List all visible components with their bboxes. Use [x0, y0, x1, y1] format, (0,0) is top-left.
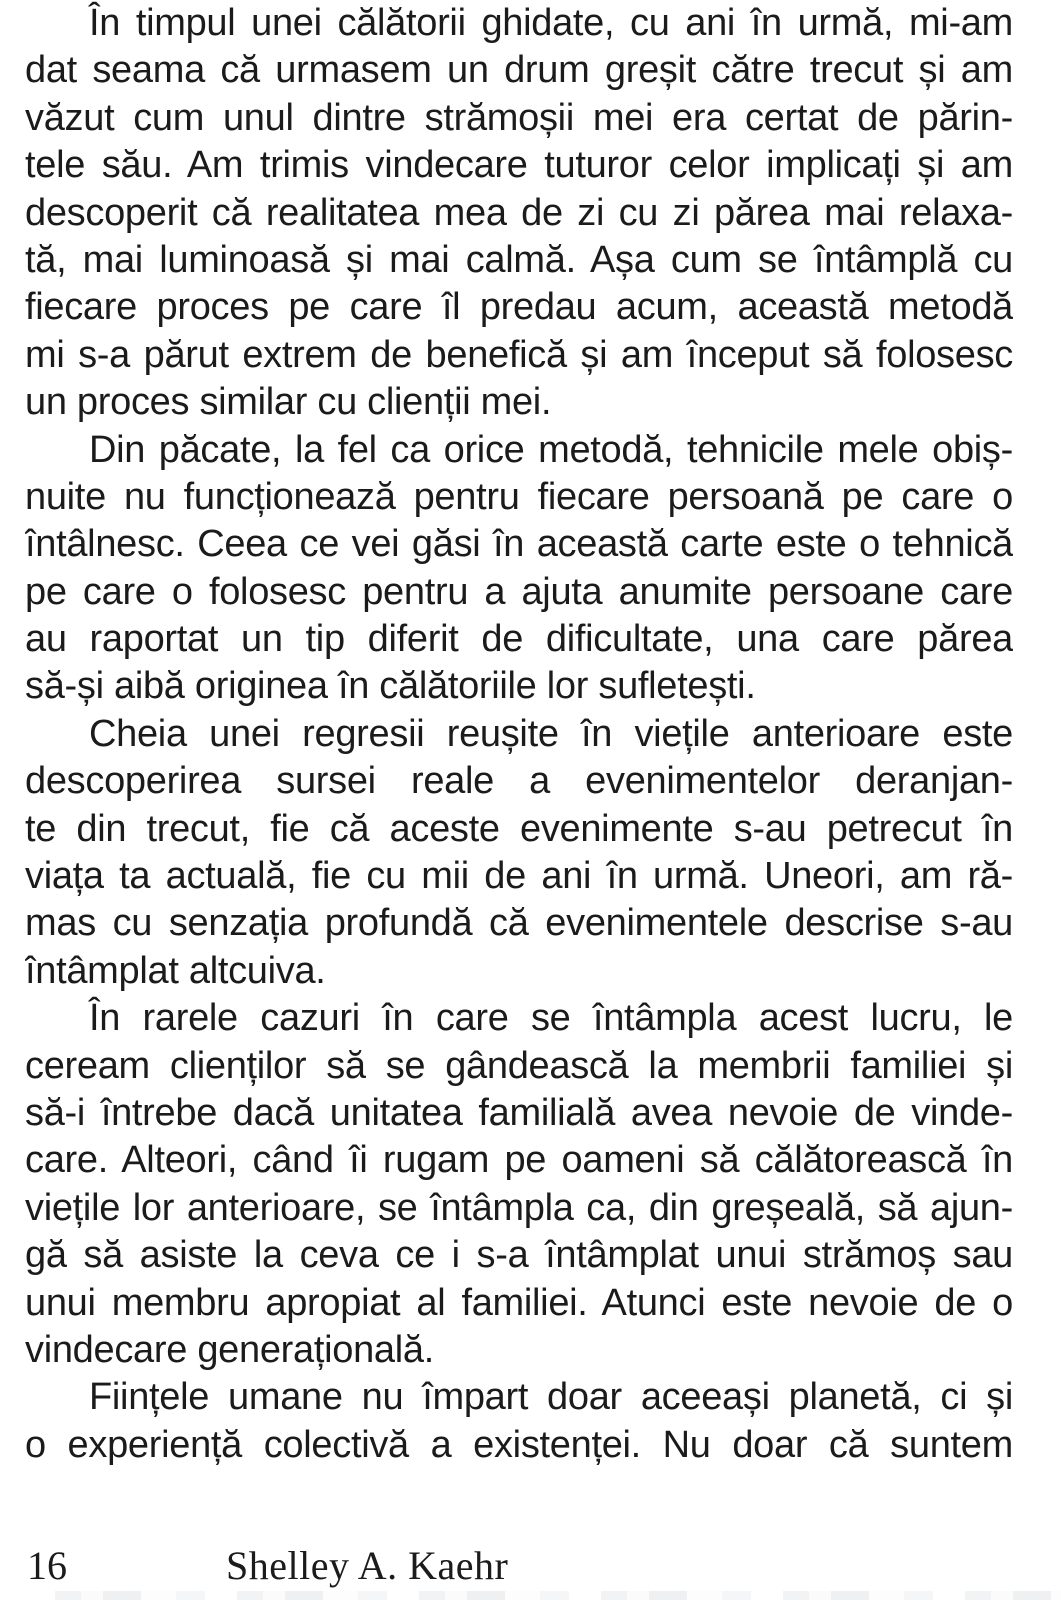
text-line: viețile lor anterioare, se întâmpla ca, din greșeală, să ajun-	[25, 1186, 1013, 1229]
text-line: În timpul unei călătorii ghidate, cu ani în urmă, mi-am	[89, 2, 1013, 44]
text-line: să-și aibă originea în călătoriile lor sufletești.	[25, 665, 756, 708]
text-line: dat seama că urmasem un drum greșit către trecut și am	[25, 49, 1013, 92]
text-line: o experiență colectivă a existenței. Nu doar că suntem	[25, 1423, 1013, 1466]
text-line: întâlnesc. Ceea ce vei găsi în această carte este o tehnică	[25, 523, 1013, 566]
text-line: nuite nu funcționează pentru fiecare persoană pe care o	[25, 475, 1013, 518]
text-line: descoperit că realitatea mea de zi cu zi părea mai relaxa-	[25, 191, 1013, 234]
text-line: viața ta actuală, fie cu mii de ani în urmă. Uneori, am ră-	[25, 855, 1013, 898]
text-line: Din păcate, la fel ca orice metodă, tehnicile mele obiș-	[89, 428, 1013, 471]
footer	[0, 1544, 1061, 1588]
running-title: Shelley A. Kaehr	[226, 1543, 509, 1588]
paragraph	[25, 0, 1013, 427]
text-line: tele său. Am trimis vindecare tuturor celor implicați și am	[25, 144, 1013, 187]
paragraph	[25, 1374, 1013, 1469]
text-line: mas cu senzația profundă că evenimentele descrise s-au	[25, 902, 1013, 945]
text-line: pe care o folosesc pentru a ajuta anumite persoane care	[25, 570, 1013, 613]
text-line: descoperirea sursei reale a evenimentelor deranjan-	[25, 760, 1013, 803]
page-edge-scan-artifact	[55, 1591, 1061, 1600]
text-line: ceream clienților să se gândească la membrii familiei și	[25, 1044, 1013, 1087]
text-line: un proces similar cu clienții mei.	[25, 381, 552, 424]
text-line: să-i întrebe dacă unitatea familială avea nevoie de vinde-	[25, 1091, 1013, 1134]
paragraph	[25, 711, 1013, 995]
paragraph	[25, 995, 1013, 1374]
text-line: fiecare proces pe care îl predau acum, această metodă	[25, 286, 1013, 329]
page-number: 16	[27, 1543, 67, 1588]
text-line: care. Alteori, când îi rugam pe oameni să călătorească în	[25, 1139, 1013, 1182]
text-line: te din trecut, fie că aceste evenimente s-au petrecut în	[25, 807, 1013, 850]
text-line: au raportat un tip diferit de dificultate, una care părea	[25, 618, 1013, 661]
text-line: unui membru apropiat al familiei. Atunci este nevoie de o	[25, 1281, 1013, 1324]
text-line: întâmplat altcuiva.	[25, 949, 326, 992]
paragraph	[25, 427, 1013, 711]
text-line: tă, mai luminoasă și mai calmă. Așa cum se întâmplă cu	[25, 238, 1013, 281]
text-line: vindecare generațională.	[25, 1328, 434, 1371]
text-line: gă să asiste la ceva ce i s-a întâmplat unui strămoș sau	[25, 1234, 1013, 1277]
text-line: văzut cum unul dintre strămoșii mei era certat de părin-	[25, 96, 1013, 139]
text-line: Cheia unei regresii reușite în viețile anterioare este	[89, 712, 1013, 755]
text-line: mi s-a părut extrem de benefică și am început să folosesc	[25, 333, 1013, 376]
text-line: În rarele cazuri în care se întâmpla acest lucru, le	[89, 997, 1013, 1040]
text-block	[25, 0, 1013, 1469]
text-line: Ființele umane nu împart doar aceeași planetă, ci și	[89, 1376, 1013, 1419]
